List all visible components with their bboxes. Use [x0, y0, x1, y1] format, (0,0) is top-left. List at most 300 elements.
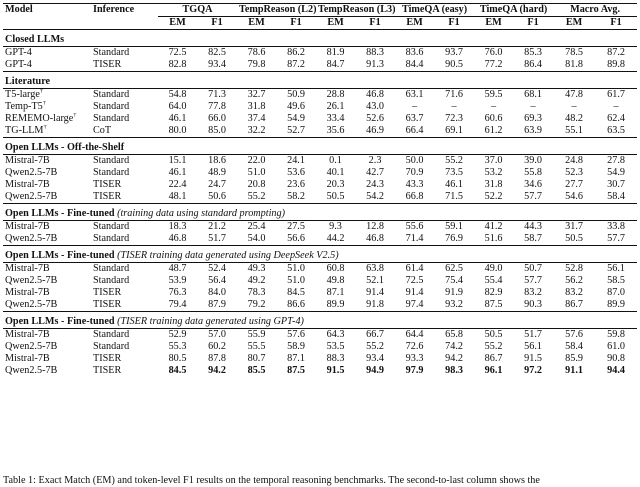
- value-cell: 91.3: [366, 59, 384, 70]
- value-cell: 28.8: [326, 89, 345, 100]
- model-name: Mistral-7B: [5, 155, 50, 166]
- table-row: [3, 341, 637, 353]
- section-title: [3, 30, 637, 47]
- value-cell: 78.3: [247, 287, 266, 298]
- metric-header-f1: F1: [434, 17, 474, 30]
- value-cell: 64.3: [326, 329, 345, 340]
- model-name: Qwen2.5-7B: [5, 233, 58, 244]
- value-cell: 50.7: [524, 263, 542, 274]
- model-name-cell: [3, 179, 91, 191]
- inference-cell: Standard: [93, 221, 130, 232]
- model-header: Model: [3, 4, 91, 17]
- value-cell: 83.2: [524, 287, 542, 298]
- value-cell: 88.3: [366, 47, 384, 58]
- value-cell: –: [451, 101, 457, 112]
- section-title-text: Open LLMs - Off-the-Shelf: [5, 142, 125, 153]
- inference-cell: Standard: [93, 47, 130, 58]
- value-cell: 37.4: [247, 113, 266, 124]
- value-cell: 84.4: [405, 59, 424, 70]
- section-header-row: [3, 312, 637, 329]
- value-cell: 90.8: [607, 353, 625, 364]
- value-cell: 20.8: [247, 179, 266, 190]
- value-cell: 61.0: [607, 341, 625, 352]
- value-cell: 46.1: [168, 113, 187, 124]
- model-name: Qwen2.5-7B: [5, 275, 58, 286]
- results-table: [3, 3, 637, 377]
- value-cell: 85.9: [565, 353, 583, 364]
- model-name: Mistral-7B: [5, 287, 50, 298]
- value-cell: 75.4: [445, 275, 463, 286]
- value-cell: 41.2: [484, 221, 503, 232]
- value-cell: 80.7: [247, 353, 266, 364]
- section-note: (TISER training data generated using DeepSeek V2.5): [117, 250, 339, 261]
- inference-cell: Standard: [93, 341, 130, 352]
- value-cell: 94.4: [607, 365, 625, 376]
- value-cell: 90.3: [524, 299, 542, 310]
- group-header-tempreason-l2: TempReason (L2): [239, 4, 317, 15]
- model-name: Qwen2.5-7B: [5, 365, 58, 376]
- value-cell: 62.5: [445, 263, 463, 274]
- value-cell: 62.4: [607, 113, 625, 124]
- table-row: [3, 365, 637, 377]
- value-cell: 81.8: [565, 59, 583, 70]
- value-cell: 31.7: [565, 221, 583, 232]
- value-cell: 58.7: [524, 233, 542, 244]
- value-cell: 97.4: [405, 299, 424, 310]
- value-cell: 52.4: [208, 263, 226, 274]
- value-cell: 55.2: [445, 155, 463, 166]
- value-cell: 60.8: [326, 263, 345, 274]
- value-cell: 52.1: [366, 275, 384, 286]
- value-cell: 61.2: [484, 125, 503, 136]
- value-cell: 91.9: [445, 287, 463, 298]
- value-cell: 87.2: [287, 59, 305, 70]
- value-cell: 49.3: [247, 263, 266, 274]
- value-cell: 61.7: [607, 89, 625, 100]
- model-name-cell: [3, 275, 91, 287]
- value-cell: 43.3: [405, 179, 424, 190]
- model-name: Qwen2.5-7B: [5, 299, 58, 310]
- value-cell: 49.6: [287, 101, 305, 112]
- value-cell: 87.2: [607, 47, 625, 58]
- model-name: T5-large: [5, 89, 40, 100]
- value-cell: 91.8: [366, 299, 384, 310]
- table-row: [3, 233, 637, 246]
- section-note: (training data using standard prompting): [117, 208, 285, 219]
- value-cell: 72.5: [405, 275, 424, 286]
- metric-header-em: EM: [395, 17, 434, 30]
- table-row: [3, 113, 637, 125]
- model-name-cell: [3, 167, 91, 179]
- value-cell: 86.2: [287, 47, 305, 58]
- section-header-row: [3, 138, 637, 155]
- value-cell: 84.5: [287, 287, 305, 298]
- value-cell: 37.0: [484, 155, 503, 166]
- value-cell: 51.0: [287, 263, 305, 274]
- value-cell: 0.1: [329, 155, 342, 166]
- value-cell: 77.8: [208, 101, 226, 112]
- header-group-row: [3, 4, 637, 17]
- value-cell: 91.4: [405, 287, 424, 298]
- value-cell: 52.6: [366, 113, 384, 124]
- table-row: [3, 179, 637, 191]
- value-cell: 87.5: [287, 365, 305, 376]
- inference-cell: Standard: [93, 101, 130, 112]
- value-cell: 85.5: [247, 365, 266, 376]
- model-name-cell: [3, 353, 91, 365]
- model-name: Mistral-7B: [5, 221, 50, 232]
- group-header-tgqa: TGQA: [158, 4, 237, 17]
- value-cell: 87.1: [287, 353, 305, 364]
- value-cell: 94.2: [208, 365, 226, 376]
- section-title: [3, 312, 637, 329]
- value-cell: 46.8: [366, 89, 384, 100]
- value-cell: 61.4: [405, 263, 424, 274]
- value-cell: 50.5: [565, 233, 583, 244]
- value-cell: 27.5: [287, 221, 305, 232]
- value-cell: 91.1: [565, 365, 583, 376]
- section-title: [3, 204, 637, 221]
- value-cell: 93.4: [366, 353, 384, 364]
- value-cell: 27.8: [607, 155, 625, 166]
- value-cell: 54.6: [565, 191, 583, 202]
- value-cell: 76.0: [484, 47, 503, 58]
- value-cell: 97.2: [524, 365, 542, 376]
- model-name: GPT-4: [5, 47, 32, 58]
- model-name-cell: [3, 155, 91, 168]
- value-cell: 55.1: [565, 125, 583, 136]
- section-header-row: [3, 30, 637, 47]
- model-name: REMEMO-large: [5, 113, 74, 124]
- value-cell: 55.3: [168, 341, 187, 352]
- value-cell: 23.6: [287, 179, 305, 190]
- inference-cell: Standard: [93, 155, 130, 166]
- value-cell: 2.3: [368, 155, 382, 166]
- value-cell: 50.5: [484, 329, 503, 340]
- model-name: Qwen2.5-7B: [5, 191, 58, 202]
- value-cell: 56.4: [208, 275, 226, 286]
- value-cell: 87.8: [208, 353, 226, 364]
- section-header-row: [3, 204, 637, 221]
- value-cell: 82.8: [168, 59, 187, 70]
- section-header-row: [3, 72, 637, 89]
- value-cell: 46.1: [445, 179, 463, 190]
- value-cell: 78.5: [565, 47, 583, 58]
- value-cell: 20.3: [326, 179, 345, 190]
- value-cell: 72.5: [168, 47, 187, 58]
- value-cell: 72.3: [445, 113, 463, 124]
- value-cell: 35.6: [326, 125, 345, 136]
- inference-cell: TISER: [93, 365, 122, 376]
- value-cell: 73.5: [445, 167, 463, 178]
- inference-cell: TISER: [93, 179, 122, 190]
- value-cell: 40.1: [326, 167, 345, 178]
- value-cell: 81.9: [326, 47, 345, 58]
- value-cell: 87.9: [208, 299, 226, 310]
- value-cell: 70.9: [405, 167, 424, 178]
- section-title: [3, 72, 637, 89]
- value-cell: 54.8: [168, 89, 187, 100]
- results-table-body: [3, 30, 637, 378]
- value-cell: 89.8: [607, 59, 625, 70]
- metric-header-f1: F1: [595, 17, 637, 30]
- metric-spacer: [3, 17, 91, 30]
- inference-cell: TISER: [93, 287, 122, 298]
- value-cell: 53.9: [168, 275, 187, 286]
- value-cell: 82.5: [208, 47, 226, 58]
- dagger-mark: †: [39, 88, 44, 95]
- value-cell: 89.9: [607, 299, 625, 310]
- value-cell: 59.1: [445, 221, 463, 232]
- value-cell: 79.2: [247, 299, 266, 310]
- value-cell: 49.8: [326, 275, 345, 286]
- results-table-container: [3, 3, 637, 377]
- value-cell: –: [571, 101, 577, 112]
- value-cell: 50.6: [208, 191, 226, 202]
- value-cell: 63.9: [524, 125, 542, 136]
- model-name-cell: [3, 113, 91, 125]
- table-row: [3, 47, 637, 60]
- value-cell: 54.0: [247, 233, 266, 244]
- section-title-text: Open LLMs - Fine-tuned: [5, 316, 115, 327]
- value-cell: 90.5: [445, 59, 463, 70]
- value-cell: 55.9: [247, 329, 266, 340]
- value-cell: 9.3: [329, 221, 342, 232]
- value-cell: 54.9: [287, 113, 305, 124]
- table-row: [3, 125, 637, 138]
- value-cell: 71.5: [445, 191, 463, 202]
- value-cell: 56.6: [287, 233, 305, 244]
- table-row: [3, 299, 637, 312]
- value-cell: 79.4: [168, 299, 187, 310]
- section-title-text: Open LLMs - Fine-tuned: [5, 208, 115, 219]
- value-cell: 78.6: [247, 47, 266, 58]
- value-cell: 39.0: [524, 155, 542, 166]
- value-cell: 84.7: [326, 59, 345, 70]
- inference-cell: Standard: [93, 233, 130, 244]
- value-cell: 51.6: [484, 233, 503, 244]
- value-cell: 55.2: [484, 341, 503, 352]
- model-name-cell: [3, 59, 91, 72]
- value-cell: –: [613, 101, 619, 112]
- value-cell: 89.9: [326, 299, 345, 310]
- model-name-cell: [3, 365, 91, 377]
- model-name: Mistral-7B: [5, 329, 50, 340]
- model-name-cell: [3, 191, 91, 204]
- model-name: Mistral-7B: [5, 353, 50, 364]
- value-cell: 15.1: [168, 155, 187, 166]
- value-cell: 31.8: [484, 179, 503, 190]
- value-cell: 44.2: [326, 233, 345, 244]
- value-cell: –: [412, 101, 418, 112]
- metric-header-em: EM: [158, 17, 197, 30]
- value-cell: 55.8: [524, 167, 542, 178]
- inference-cell: TISER: [93, 59, 122, 70]
- value-cell: 48.2: [565, 113, 583, 124]
- dagger-mark: †: [73, 113, 77, 119]
- value-cell: 63.5: [607, 125, 625, 136]
- value-cell: 66.7: [366, 329, 384, 340]
- value-cell: 63.8: [366, 263, 384, 274]
- value-cell: 93.3: [405, 353, 424, 364]
- value-cell: 58.4: [607, 191, 625, 202]
- model-name-cell: [3, 101, 91, 113]
- value-cell: 86.4: [524, 59, 542, 70]
- value-cell: 56.1: [607, 263, 625, 274]
- value-cell: 46.8: [168, 233, 187, 244]
- value-cell: 58.4: [565, 341, 583, 352]
- table-row: [3, 353, 637, 365]
- value-cell: 83.2: [565, 287, 583, 298]
- value-cell: 88.3: [326, 353, 345, 364]
- value-cell: 32.2: [247, 125, 266, 136]
- value-cell: 91.4: [366, 287, 384, 298]
- value-cell: 22.4: [168, 179, 187, 190]
- value-cell: 87.0: [607, 287, 625, 298]
- value-cell: 96.1: [484, 365, 503, 376]
- value-cell: 52.9: [168, 329, 187, 340]
- value-cell: 24.1: [287, 155, 305, 166]
- value-cell: 60.6: [484, 113, 503, 124]
- table-row: [3, 191, 637, 204]
- value-cell: 31.8: [247, 101, 266, 112]
- value-cell: 34.6: [524, 179, 542, 190]
- value-cell: 64.4: [405, 329, 424, 340]
- value-cell: 22.0: [247, 155, 266, 166]
- inference-cell: TISER: [93, 191, 122, 202]
- model-name: Mistral-7B: [5, 263, 50, 274]
- metric-header-em: EM: [474, 17, 513, 30]
- table-row: [3, 275, 637, 287]
- value-cell: 49.2: [247, 275, 266, 286]
- model-name-cell: [3, 329, 91, 342]
- value-cell: 46.1: [168, 167, 187, 178]
- value-cell: 85.3: [524, 47, 542, 58]
- value-cell: 51.0: [247, 167, 266, 178]
- value-cell: 33.8: [607, 221, 625, 232]
- value-cell: 55.5: [247, 341, 266, 352]
- model-name-cell: [3, 125, 91, 138]
- value-cell: 27.7: [565, 179, 583, 190]
- value-cell: 87.5: [484, 299, 503, 310]
- section-title: [3, 138, 637, 155]
- value-cell: 24.7: [208, 179, 226, 190]
- value-cell: 48.9: [208, 167, 226, 178]
- section-title-text: Closed LLMs: [5, 34, 65, 45]
- table-row: [3, 263, 637, 276]
- value-cell: 72.6: [405, 341, 424, 352]
- metric-header-em: EM: [237, 17, 276, 30]
- model-name: GPT-4: [5, 59, 32, 70]
- value-cell: –: [530, 101, 536, 112]
- value-cell: 94.2: [445, 353, 463, 364]
- value-cell: 57.7: [524, 275, 542, 286]
- metric-header-f1: F1: [355, 17, 395, 30]
- model-name-cell: [3, 341, 91, 353]
- value-cell: 55.4: [484, 275, 503, 286]
- value-cell: 59.8: [607, 329, 625, 340]
- group-header-timeqa-hard: TimeQA (hard): [474, 4, 553, 17]
- model-name-cell: [3, 221, 91, 234]
- value-cell: 56.1: [524, 341, 542, 352]
- model-name: Temp-T5: [5, 101, 43, 112]
- value-cell: 47.8: [565, 89, 583, 100]
- value-cell: 68.1: [524, 89, 542, 100]
- value-cell: 51.0: [287, 275, 305, 286]
- group-header-tempreason-l3: TempReason (L3): [318, 4, 396, 15]
- inference-header: Inference: [91, 4, 158, 17]
- value-cell: 82.9: [484, 287, 503, 298]
- value-cell: 46.8: [366, 233, 384, 244]
- value-cell: 76.9: [445, 233, 463, 244]
- value-cell: 50.0: [405, 155, 424, 166]
- value-cell: 57.6: [565, 329, 583, 340]
- model-name-cell: [3, 47, 91, 60]
- section-title-text: Open LLMs - Fine-tuned: [5, 250, 115, 261]
- section-note: (TISER training data generated using GPT-4): [117, 316, 304, 327]
- value-cell: 43.0: [366, 101, 384, 112]
- value-cell: 93.2: [445, 299, 463, 310]
- value-cell: 57.7: [607, 233, 625, 244]
- value-cell: 18.6: [208, 155, 226, 166]
- value-cell: 26.1: [326, 101, 345, 112]
- value-cell: 93.7: [445, 47, 463, 58]
- value-cell: 24.3: [366, 179, 384, 190]
- model-name-cell: [3, 89, 91, 102]
- value-cell: 18.3: [168, 221, 187, 232]
- value-cell: 55.2: [247, 191, 266, 202]
- metric-spacer: [91, 17, 158, 30]
- value-cell: 53.2: [484, 167, 503, 178]
- value-cell: 71.4: [405, 233, 424, 244]
- model-name: Qwen2.5-7B: [5, 341, 58, 352]
- value-cell: 32.7: [247, 89, 266, 100]
- value-cell: 55.2: [366, 341, 384, 352]
- value-cell: 80.5: [168, 353, 187, 364]
- value-cell: 69.1: [445, 125, 463, 136]
- metric-header-em: EM: [316, 17, 355, 30]
- metric-header-em: EM: [553, 17, 595, 30]
- inference-cell: CoT: [93, 125, 112, 136]
- value-cell: 76.3: [168, 287, 187, 298]
- value-cell: 65.8: [445, 329, 463, 340]
- metric-header-f1: F1: [197, 17, 237, 30]
- value-cell: 48.1: [168, 191, 187, 202]
- group-header-timeqa-easy: TimeQA (easy): [395, 4, 474, 17]
- value-cell: 74.2: [445, 341, 463, 352]
- table-row: [3, 101, 637, 113]
- value-cell: 91.5: [524, 353, 542, 364]
- table-row: [3, 89, 637, 102]
- table-row: [3, 167, 637, 179]
- value-cell: 86.6: [287, 299, 305, 310]
- metric-header-f1: F1: [276, 17, 316, 30]
- inference-cell: Standard: [93, 113, 130, 124]
- value-cell: 84.0: [208, 287, 226, 298]
- inference-cell: TISER: [93, 353, 122, 364]
- model-name: Mistral-7B: [5, 179, 50, 190]
- value-cell: 24.8: [565, 155, 583, 166]
- value-cell: 60.2: [208, 341, 226, 352]
- value-cell: 55.6: [405, 221, 424, 232]
- table-row: [3, 221, 637, 234]
- value-cell: 71.6: [445, 89, 463, 100]
- value-cell: 57.6: [287, 329, 305, 340]
- section-title: [3, 246, 637, 263]
- value-cell: 66.4: [405, 125, 424, 136]
- table-row: [3, 155, 637, 168]
- value-cell: 84.5: [168, 365, 187, 376]
